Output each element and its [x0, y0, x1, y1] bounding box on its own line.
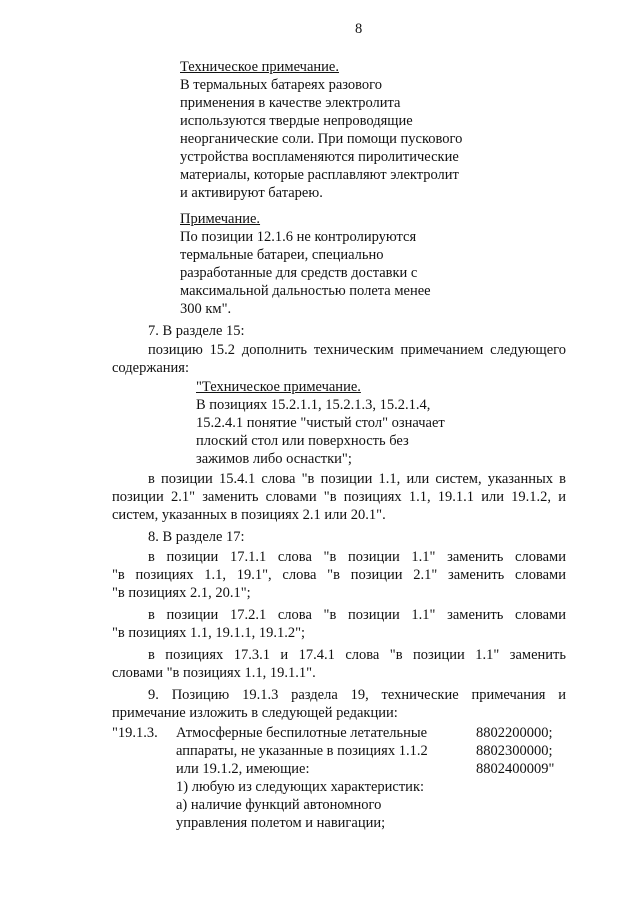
tech-note-line: и активируют батарею. — [180, 185, 323, 201]
item-7-line: позицию 15.2 дополнить техническим примечанием следующего — [148, 342, 566, 358]
quote-heading: "Техническое примечание. — [196, 379, 361, 395]
note-line: термальные батареи, специально — [180, 247, 384, 263]
item-8-line: "в позициях 2.1, 20.1"; — [112, 585, 251, 601]
tnved-code: 8802300000; — [476, 743, 553, 759]
item-7-para2-line: позиции 2.1" заменить словами "в позициях 1.1, 19.1.1 или 19.1.2, и — [112, 489, 566, 505]
entry-line: 1) любую из следующих характеристик: — [176, 779, 425, 795]
note-heading: Примечание. — [180, 211, 261, 227]
entry-line: или 19.1.2, имеющие: — [176, 761, 310, 777]
tech-note-heading: Техническое примечание. — [180, 59, 339, 75]
item-9-line: примечание изложить в следующей редакции: — [112, 705, 398, 721]
item-7-para2-line: систем, указанных в позициях 2.1 или 20.1". — [112, 507, 386, 523]
tech-note-line: устройства воспламеняются пиролитические — [180, 149, 459, 165]
tech-note-line: В термальных батареях разового — [180, 77, 382, 93]
item-8-line: "в позициях 1.1, 19.1.1, 19.1.2"; — [112, 625, 306, 641]
item-9-line: 9. Позицию 19.1.3 раздела 19, технические примечания и — [148, 687, 566, 703]
page-number: 8 — [355, 21, 363, 37]
entry-line: Атмосферные беспилотные летательные — [176, 725, 428, 741]
tech-note-line: применения в качестве электролита — [180, 95, 401, 111]
item-7-title: 7. В разделе 15: — [148, 323, 245, 339]
note-line: 300 км". — [180, 301, 232, 317]
quote-line: 15.2.4.1 понятие "чистый стол" означает — [196, 415, 445, 431]
entry-line: управления полетом и навигации; — [176, 815, 386, 831]
tnved-code: 8802400009" — [476, 761, 555, 777]
item-8-title: 8. В разделе 17: — [148, 529, 245, 545]
tech-note-line: используются твердые непроводящие — [180, 113, 413, 129]
item-8-line: в позиции 17.1.1 слова "в позиции 1.1" заменить словами — [148, 549, 566, 565]
tech-note-line: материалы, которые расплавляют электролит — [180, 167, 459, 183]
tech-note-line: неорганические соли. При помощи пускового — [180, 131, 463, 147]
item-7-para2-line: в позиции 15.4.1 слова "в позиции 1.1, или систем, указанных в — [148, 471, 566, 487]
item-8-line: словами "в позициях 1.1, 19.1.1". — [112, 665, 316, 681]
entry-line: а) наличие функций автономного — [176, 797, 382, 813]
note-line: По позиции 12.1.6 не контролируются — [180, 229, 417, 245]
entry-code: "19.1.3. — [112, 725, 158, 741]
note-line: максимальной дальностью полета менее — [180, 283, 431, 299]
quote-line: плоский стол или поверхность без — [196, 433, 409, 449]
quote-line: В позициях 15.2.1.1, 15.2.1.3, 15.2.1.4, — [196, 397, 431, 413]
item-8-line: в позиции 17.2.1 слова "в позиции 1.1" заменить словами — [148, 607, 566, 623]
note-line: разработанные для средств доставки с — [180, 265, 418, 281]
item-8-line: "в позициях 1.1, 19.1", слова "в позиции 2.1" заменить словами — [112, 567, 566, 583]
item-7-line: содержания: — [112, 360, 190, 376]
tnved-code: 8802200000; — [476, 725, 553, 741]
quote-line: зажимов либо оснастки"; — [196, 451, 352, 467]
entry-line: аппараты, не указанные в позициях 1.1.2 — [176, 743, 428, 759]
item-8-line: в позициях 17.3.1 и 17.4.1 слова "в позиции 1.1" заменить — [148, 647, 566, 663]
